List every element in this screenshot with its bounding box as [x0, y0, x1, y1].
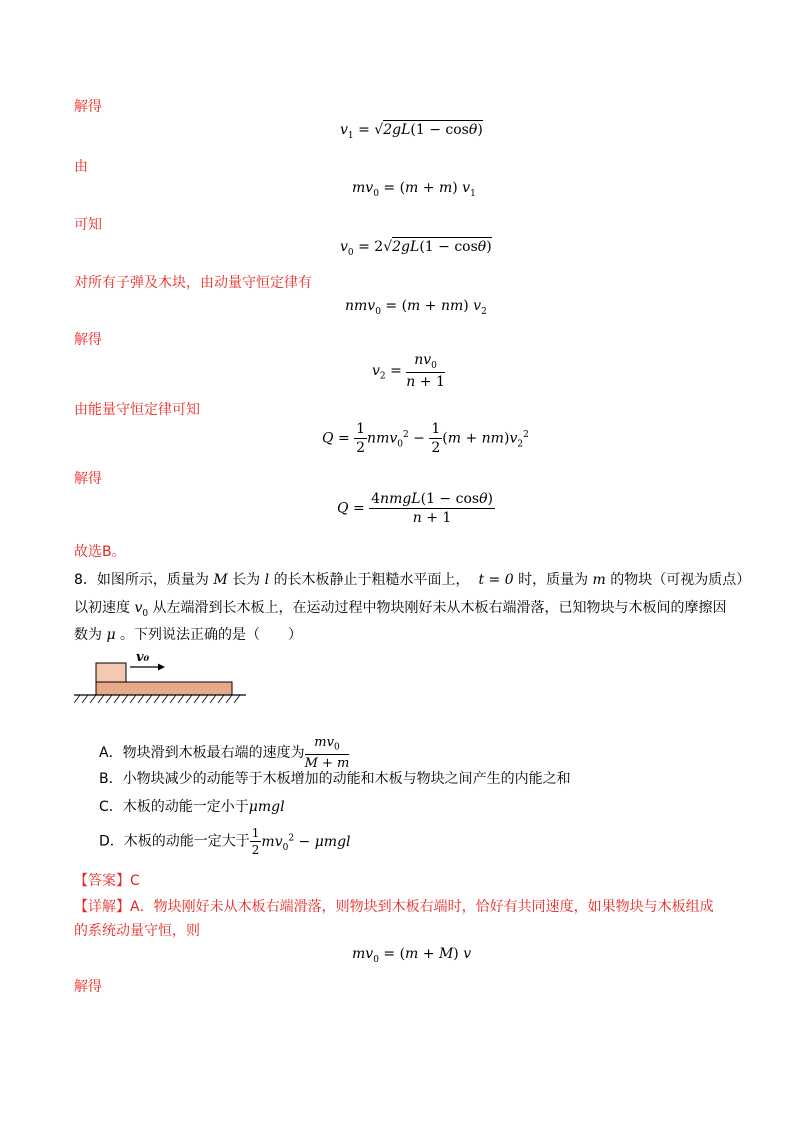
figure-block-on-board [74, 645, 254, 715]
equation-momentum-1: $mv_0 = (m + m)$ $v_1$ [352, 180, 476, 199]
equation-momentum-n: nmv$_0$ = (m + nm) $v_2$ [345, 298, 487, 317]
arrow-head-icon [158, 664, 165, 671]
equation-v2: $v_2$ = $\frac{nv_0}{n + 1}$ [372, 352, 445, 390]
equation-q: Q = $\frac{1}{2}$ nmv$_0^2$ − $\frac{1}{2}$ $(m + nm)v_2^2$ [322, 421, 529, 456]
board-shape [96, 682, 232, 695]
label-energy: 由能量守恒定律可知 [74, 402, 200, 418]
label-jiede-1: 解得 [74, 99, 102, 115]
option-b: B．小物块减少的动能等于木板增加的动能和木板与物块之间产生的内能之和 [99, 771, 571, 787]
ground-hatching [74, 695, 240, 703]
equation-v0: $v_0 = 2√2gL(1 - \cos\theta)$ [340, 239, 492, 258]
label-answer-b: 故选B。 [74, 544, 126, 560]
equation-v1: $v_1 = √2gL(1 - \cos\theta)$ [340, 122, 483, 141]
label-jiede-4: 解得 [74, 979, 102, 995]
label-momentum: 对所有子弹及木块，由动量守恒定律有 [74, 275, 312, 291]
question8-line3: 数为 μ 。下列说法正确的是（ ） [74, 627, 302, 643]
option-d: D．木板的动能一定大于 $\frac{1}{2}$ $mv_0^2 - \mu mgl$ [99, 826, 351, 857]
label-jiede-3: 解得 [74, 471, 102, 487]
label-you: 由 [74, 159, 88, 175]
equation-q-result: Q = $\frac{\text{4nmgL(1 − cosθ)}}{n + 1}$ [337, 491, 493, 526]
figure-velocity-label: v₀ [136, 650, 150, 665]
option-a: A．物块滑到木板最右端的速度为 $\frac{mv_0}{M + m}$ [99, 735, 350, 771]
option-c: C．木板的动能一定小于μmgl [99, 799, 285, 815]
answer-detail-line2: 的系统动量守恒，则 [74, 923, 200, 939]
question8-line1: 8．如图所示，质量为 M 长为 l 的长木板静止于粗糙水平面上， t = 0 时，质量为 m 的物块（可视为质点） [74, 572, 751, 588]
label-kezhi: 可知 [74, 217, 102, 233]
block-shape [96, 663, 126, 682]
answer-detail-line1: 【详解】A．物块刚好未从木板右端滑落，则物块到木板右端时，恰好有共同速度，如果物块与木板组成 [74, 899, 714, 915]
question8-line2: 以初速度 $v_0$ 从左端滑到长木板上，在运动过程中物块刚好未从木板右端滑落，已知物块与木板间的摩擦因 [74, 600, 727, 619]
label-jiede-2: 解得 [74, 332, 102, 348]
answer-tag: 【答案】C [74, 873, 140, 889]
equation-momentum-2: $mv_0 = (m + M)$ v [352, 946, 472, 965]
